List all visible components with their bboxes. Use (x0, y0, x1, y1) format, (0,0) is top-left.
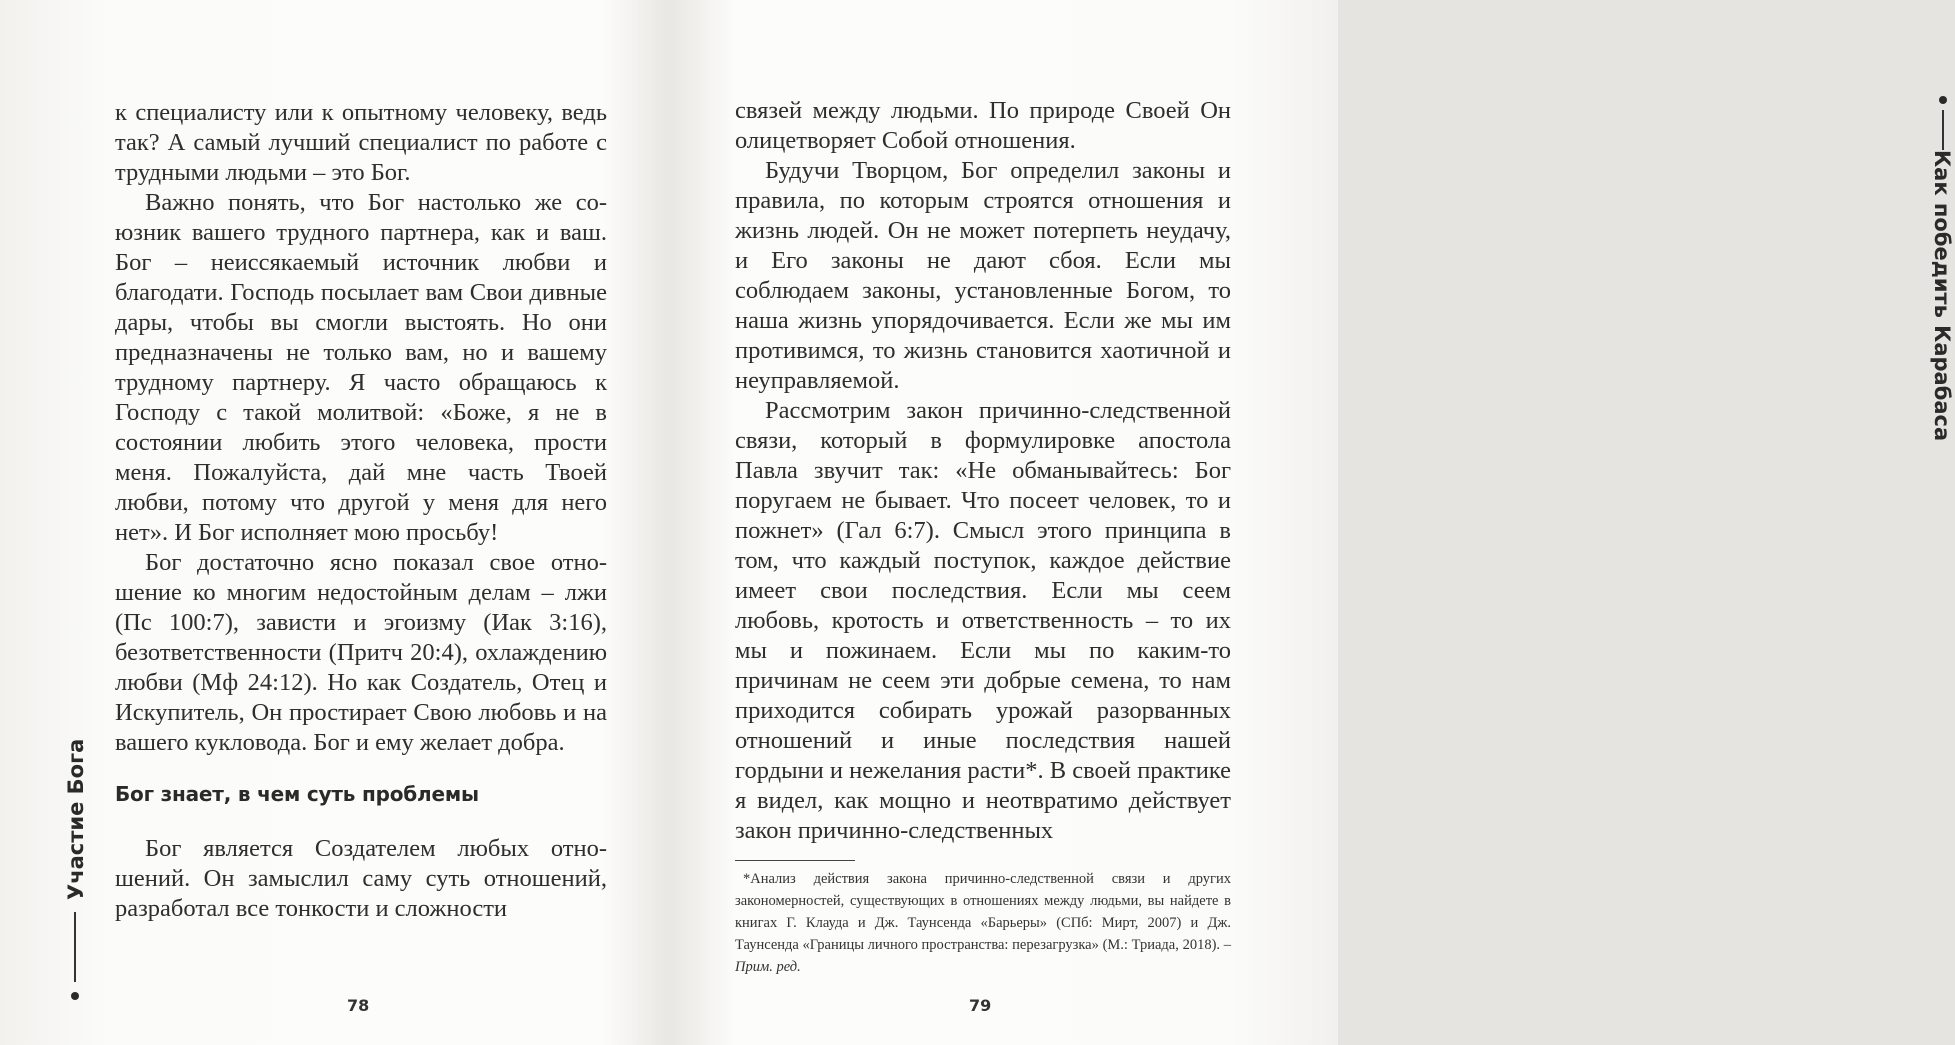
paragraph: Рассмотрим закон причинно-следственной связи, который в формулировке апостола Павла звучит так: «Не обманывайтесь: Бог поругаем не бывает. Что посеет человек, то и пожнет» (Гал 6:7). Смысл этого принципа в том, что каждый поступок, каждое действие имеет свои последствия. Если мы сеем любовь, кротость и ответственность – то их мы и пожинаем. Если мы по каким-то причинам не сеем эти добрые семена, то нам приходится собирать урожай разорванных отношений и иные последствия нашей гордыни и нежелания расти*. В своей практике я видел, как мощно и неотвратимо действует закон причинно-следственных (735, 397, 1231, 844)
footnote (735, 868, 1231, 978)
page-number: 79 (969, 996, 992, 1015)
running-title-rule (74, 912, 76, 982)
page-number: 78 (347, 996, 370, 1015)
running-title-rule (1942, 110, 1944, 150)
section-heading: Бог знает, в чем суть проблемы (115, 782, 479, 806)
footnote-rule (735, 860, 855, 861)
paragraph: связей между людьми. По природе Своей Он олицетворяет Собой отношения. (735, 97, 1231, 154)
footnote-text: *Анализ действия закона причинно-следственной связи и других закономерностей, существующих в отношениях между людьми, вы найдете в книгах Г. Клауда и Дж. Таунсенда «Барьеры» (СПб: Мирт, 2007) и Дж. Таунсенда «Границы личного пространства: перезагрузка» (М.: Триада, 2018). – (735, 871, 1231, 953)
paragraph: Важно понять, что Бог настолько же союзник вашего трудного партнера, как и ваш. Бог – неиссякаемый источник любви и благодати. Господь посылает вам Свои дивные дары, чтобы вы смогли выстоять. Но они предназначены не только вам, но и вашему трудному партнеру. Я часто обращаюсь к Господу с такой молитвой: «Боже, я не в состоянии любить этого человека, прости меня. Пожалуйста, дай мне часть Твоей любви, потому что другой у меня для него нет». И Бог исполняет мою просьбу! (115, 189, 607, 546)
paragraph: Будучи Творцом, Бог определил законы и правила, по которым строятся отношения и жизнь людей. Он не может потерпеть неудачу, и Его законы не дают сбоя. Если мы соблюдаем законы, установленные Богом, то наша жизнь упорядочивается. Если же мы им противимся, то жизнь становится хаотичной и неуправляемой. (735, 157, 1231, 394)
bullet-dot-icon (71, 992, 79, 1000)
left-page (0, 0, 669, 1045)
paragraph: к специалисту или к опытному человеку, ведь так? А самый лучший специалист по работе с трудными людьми – это Бог. (115, 99, 607, 186)
bullet-dot-icon (1939, 96, 1947, 104)
running-title: Как победить Карабаса (1930, 150, 1954, 442)
right-page-body (735, 96, 1231, 846)
running-title: Участие Бога (64, 738, 88, 900)
left-page-body (115, 98, 607, 924)
paragraph: Бог достаточно ясно показал свое отношение ко многим недостойным делам – лжи (Пс 100:7), зависти и эгоизму (Иак 3:16), безответственности (Притч 20:4), охлаждению любви (Мф 24:12). Но как Создатель, Отец и Искупитель, Он простирает Свою любовь и на вашего кукловода. Бог и ему желает добра. (115, 549, 607, 756)
footnote-editor-note: Прим. ред. (735, 959, 801, 975)
right-page (669, 0, 1954, 1045)
paragraph: Бог является Создателем любых отношений. Он замыслил саму суть отношений, разработал все тонкости и сложности (115, 835, 607, 922)
